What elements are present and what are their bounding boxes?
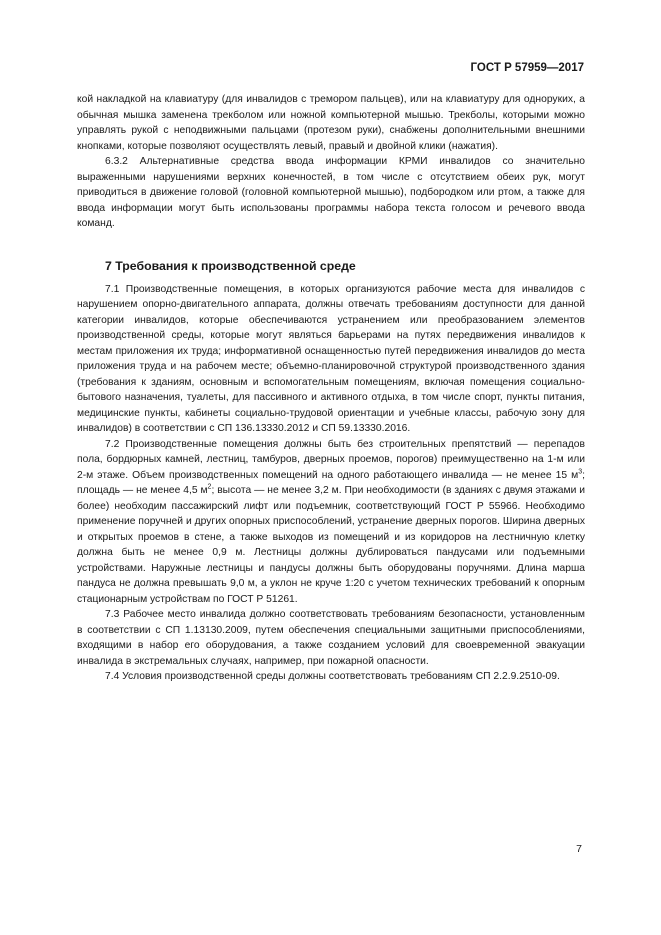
document-standard-code: ГОСТ Р 57959—2017: [470, 62, 584, 74]
paragraph-7-1: 7.1 Производственные помещения, в которых организуются рабочие места для инвалидов с нарушением опорно-двигательного аппарата, должны отвечать требованиям доступности для данной категории инвалидов, которые обеспечиваются устранением или преобразованием элементов производственной среды, которые могут являться барьерами на путях передвижения инвалидов к местам приложения их труда; информативной оснащенностью путей передвижения инвалидов до места приложения труда и на рабочем месте; объемно-планировочной структурой производственного здания (требования к зданиям, основным и вспомогательным помещениям, включая помещения социально-бытового назначения, туалеты, для пассивного и активного отдыха, в том числе спорт, пункты питания, медицинские пункты, кабинеты социально-трудовой ориентации и учебные классы, рабочую зону для инвалидов) в соответствии с СП 136.13330.2012 и СП 59.13330.2016.: [77, 283, 585, 434]
paragraph-6-3-2: 6.3.2 Альтернативные средства ввода информации КРМИ инвалидов со значительно выраженными нарушениями верхних конечностей, в том числе с отсутствием обеих рук, могут приводиться в движение головой (головной компьютерной мышью), подбородком или ртом, а также для ввода информации могут быть использованы программы набора текста голосом и речевого ввода команд.: [77, 156, 585, 229]
superscript-cubic: 3: [578, 468, 583, 476]
paragraph-7-3: 7.3 Рабочее место инвалида должно соответствовать требованиям безопасности, установленным в соответствии с СП 1.13130.2009, путем обеспечения специальными защитными приспособлениями, входящими в набор его оборудования, а также созданием условий для своевременной эвакуации инвалида в экстремальных случаях, например, при пожарной опасности.: [77, 609, 585, 667]
paragraph-7-2: [77, 437, 585, 608]
section-title: 7 Требования к производственной среде: [105, 258, 356, 273]
paragraph-7-2-part-b: ; площадь — не менее 4,5 м: [77, 469, 585, 496]
paragraph-7-2-part-a: 7.2 Производственные помещения должны быть без строительных препятствий — перепадов пола, бордюрных камней, лестниц, тамбуров, дверных проемов, порогов) преимущественно на 1-м или 2-м этаже. Объем производственных помещений на одного работающего инвалида — не менее 15 м: [77, 438, 585, 481]
paragraph-7-4: 7.4 Условия производственной среды должны соответствовать требованиям СП 2.2.9.2510-09.: [105, 671, 560, 682]
page-body: [77, 92, 585, 685]
page-number: 7: [576, 843, 582, 855]
paragraph-continuation: кой накладкой на клавиатуру (для инвалидов с тремором пальцев), или на клавиатуру для одноруких, а обычная мышка заменена трекболом или ножной компьютерной мышью. Трекболы, которыми можно управлять рукой с неподвижными пальцами (протезом руки), снабжены дополнительными внешними кнопками, которые позволяют осуществлять левый, правый и двойной клики (нажатия).: [77, 94, 585, 152]
superscript-square: 2: [207, 483, 212, 491]
paragraph-7-2-part-c: ; высота — не менее 3,2 м. При необходимости (в зданиях с двумя этажами и более) необходим пассажирский лифт или подъемник, соответствующий ГОСТ Р 55966. Необходимо применение поручней и других опорных приспособлений, устранение дверных порогов. Ширина дверных и открытых проемов в стене, а также выходов из помещений и из коридоров на лестничную клетку должна быть не менее 0,9 м. Лестницы должны дублироваться пандусами или подъемными устройствами. Наружные лестницы и пандусы должны быть оборудованы поручнями. Длина марша пандуса не должна превышать 9,0 м, а уклон не круче 1:20 с учетом технических требований к опорным стационарным устройствам по ГОСТ Р 51261.: [77, 485, 585, 605]
